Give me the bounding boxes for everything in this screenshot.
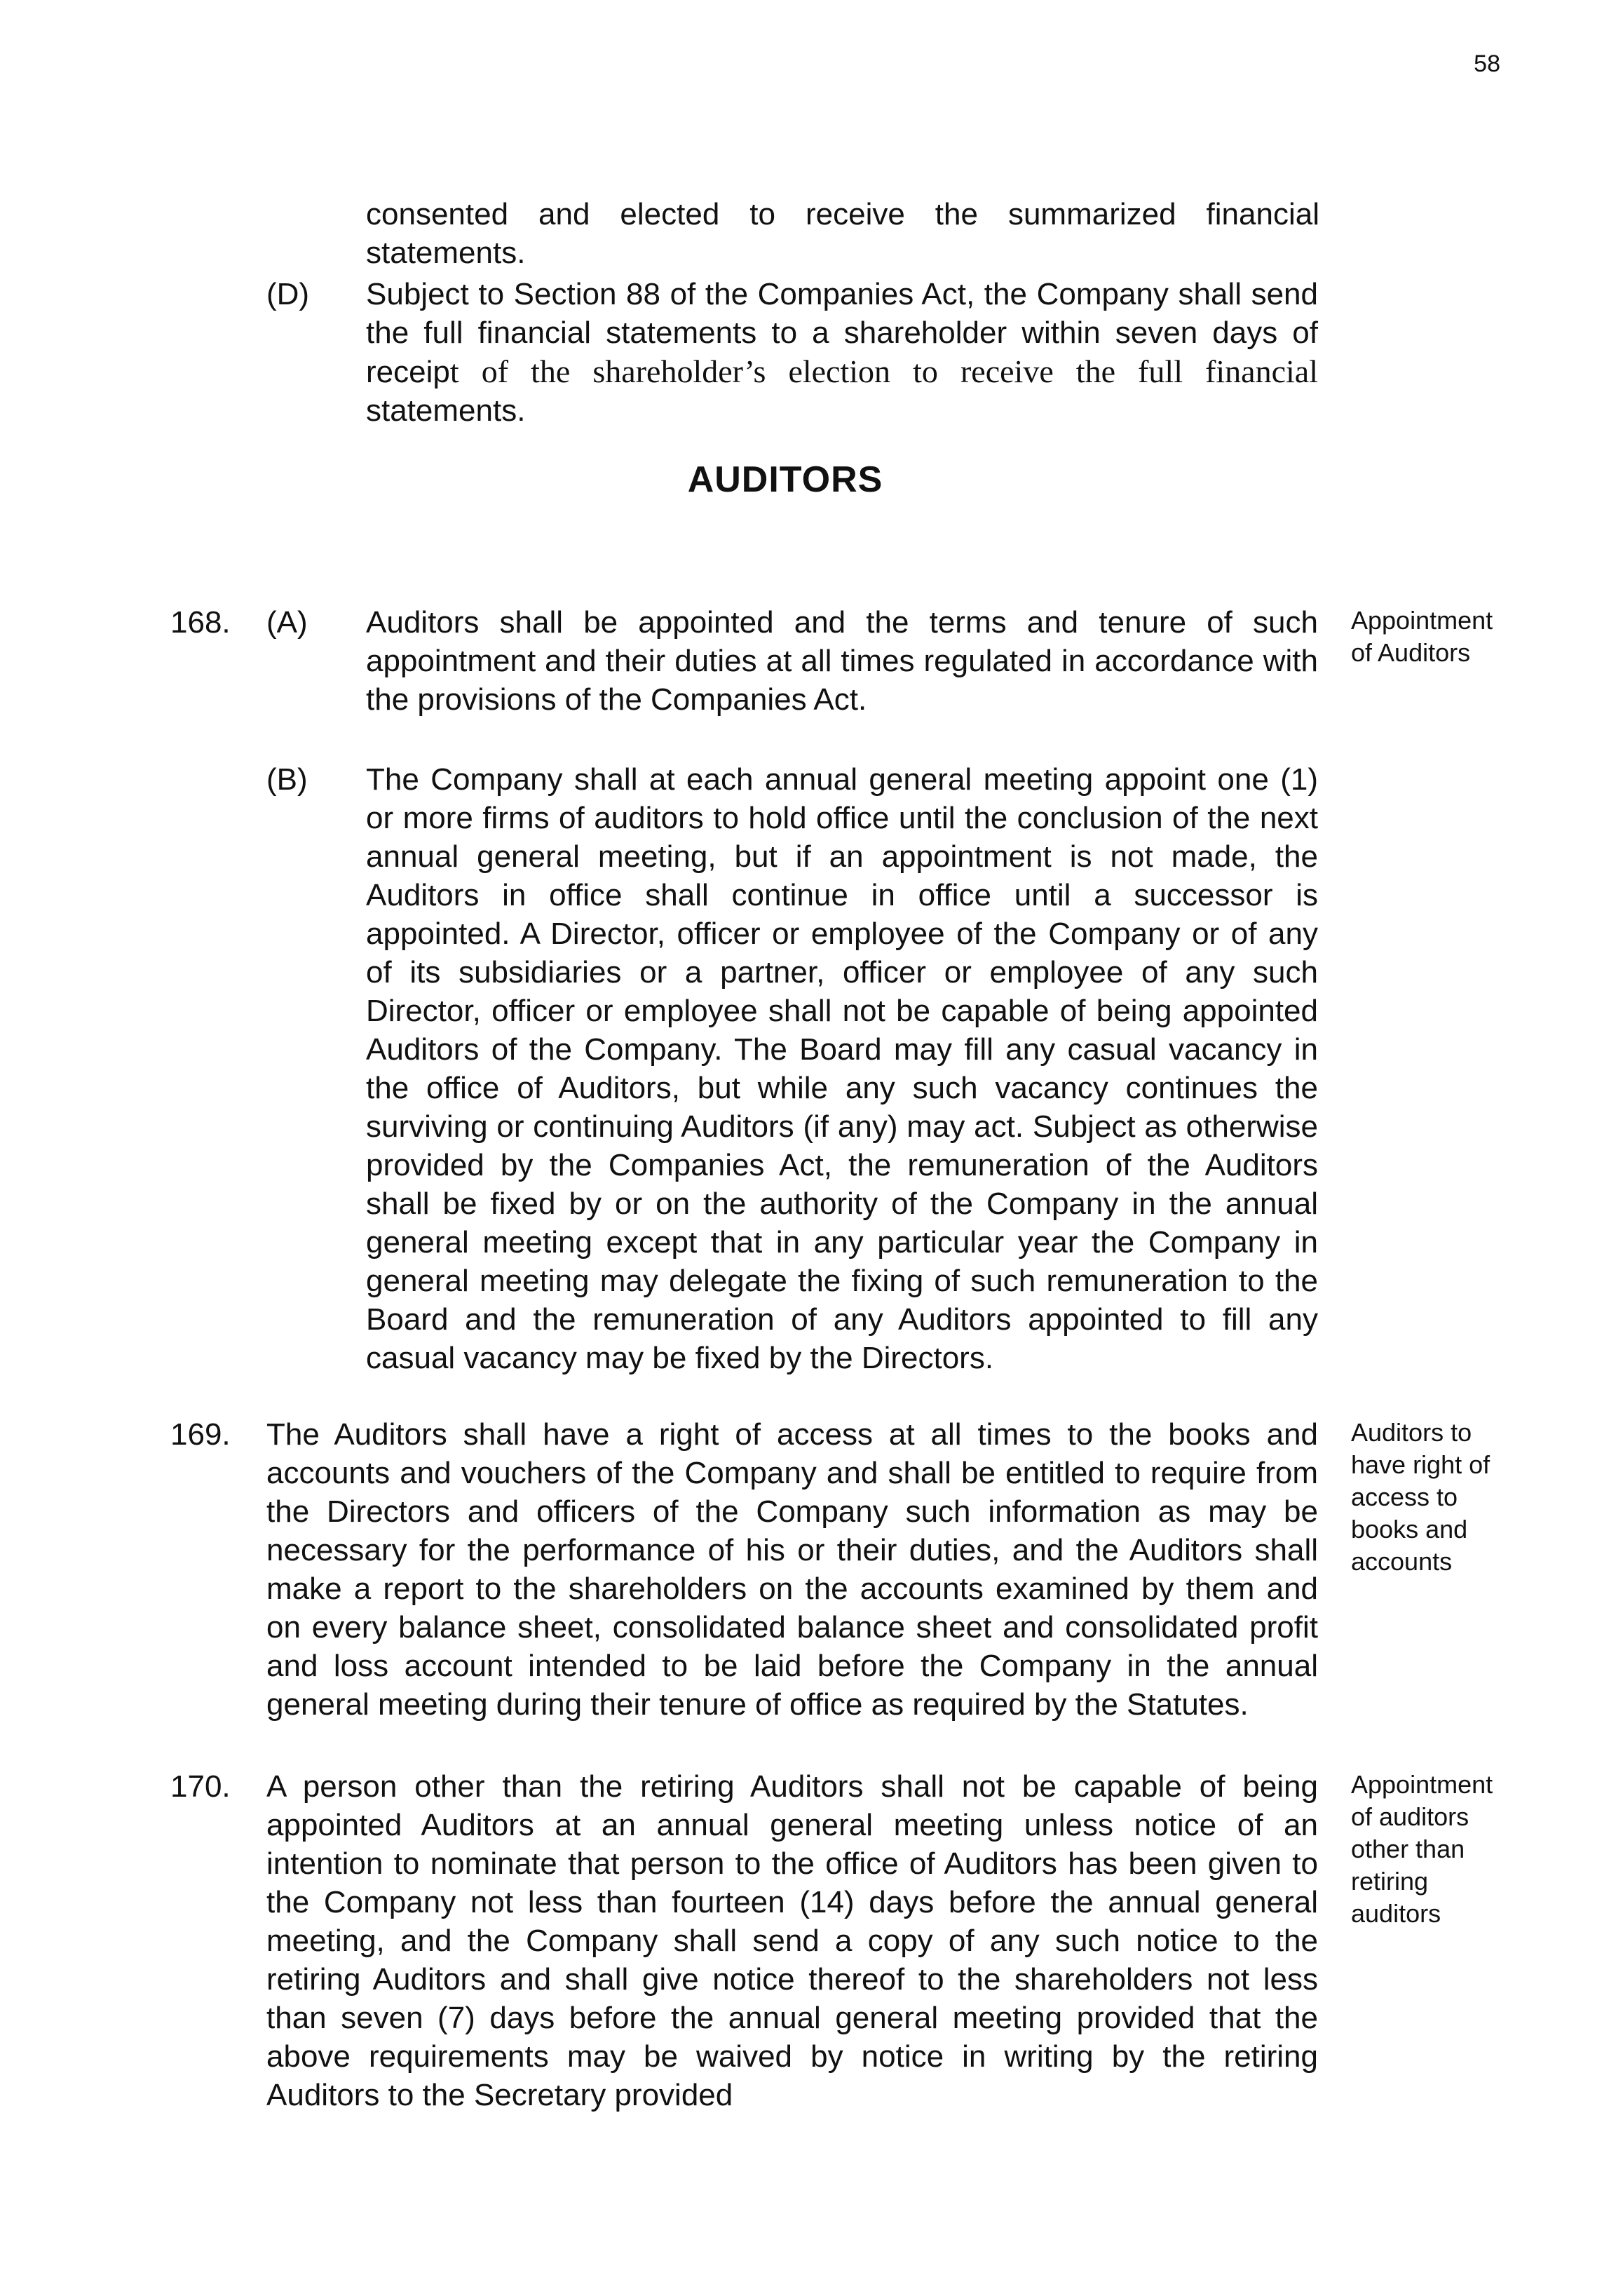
clause-d-text bbox=[366, 275, 1318, 430]
clause-d-text-a: Subject to Section 88 of the Companies Act, the Company shall send the full financial statements to a shareholder within seven days of receip bbox=[366, 277, 1318, 389]
article-169-number: 169. bbox=[170, 1417, 231, 1452]
clause-d-text-c: statements. bbox=[366, 393, 526, 428]
intro-line: consented and elected to receive the summarized financial statements. bbox=[366, 197, 1319, 270]
article-170-text: A person other than the retiring Auditors shall not be capable of being appointed Auditors at an annual general meeting unless notice of an intention to nominate that person to the office of Auditors has been given to the Company not less than fourteen (14) days before the annual general meeting, and the Company shall send a copy of any such notice to the retiring Auditors and shall give notice thereof to the shareholders not less than seven (7) days before the annual general meeting provided that the above requirements may be waived by notice in writing by the retiring Auditors to the Secretary provided bbox=[266, 1769, 1318, 2112]
article-169-text: The Auditors shall have a right of access at all times to the books and accounts and vouchers of the Company and shall be entitled to require from the Directors and officers of the Company such information as may be necessary for the performance of his or their duties, and the Auditors shall make a report to the shareholders on the accounts examined by them and on every balance sheet, consolidated balance sheet and consolidated profit and loss account intended to be laid before the Company in the annual general meeting during their tenure of office as required by the Statutes. bbox=[266, 1417, 1318, 1722]
clause-d-text-b: t of the shareholder’s election to receive the full financial bbox=[449, 353, 1318, 389]
page-number: 58 bbox=[1474, 50, 1500, 77]
article-168-a-label: (A) bbox=[266, 605, 308, 640]
article-168-b-label: (B) bbox=[266, 762, 308, 797]
article-170-number: 170. bbox=[170, 1769, 231, 1804]
article-170-margin-note: Appointment of auditors other than retiring auditors bbox=[1351, 1770, 1493, 1928]
article-168-a-text: Auditors shall be appointed and the terms and tenure of such appointment and their duties at all times regulated in accordance with the provisions of the Companies Act. bbox=[366, 605, 1318, 717]
article-168-b-text: The Company shall at each annual general meeting appoint one (1) or more firms of auditors to hold office until the conclusion of the next annual general meeting, but if an appointment is not made, the Auditors in office shall continue in office until a successor is appointed. A Director, officer or employee of the Company or of any of its subsidiaries or a partner, officer or employee of any such Director, officer or employee shall not be capable of being appointed Auditors of the Company. The Board may fill any casual vacancy in the office of Auditors, but while any such vacancy continues the surviving or continuing Auditors (if any) may act. Subject as otherwise provided by the Companies Act, the remuneration of the Auditors shall be fixed by or on the authority of the Company in the annual general meeting except that in any particular year the Company in general meeting may delegate the fixing of such remuneration to the Board and the remuneration of any Auditors appointed to fill any casual vacancy may be fixed by the Directors. bbox=[366, 762, 1318, 1375]
article-169-margin-note: Auditors to have right of access to books and accounts bbox=[1351, 1418, 1490, 1576]
article-168-number: 168. bbox=[170, 605, 231, 640]
clause-d-label: (D) bbox=[266, 277, 310, 311]
section-heading: AUDITORS bbox=[687, 459, 883, 500]
article-168-margin-note: Appointment of Auditors bbox=[1351, 606, 1493, 667]
